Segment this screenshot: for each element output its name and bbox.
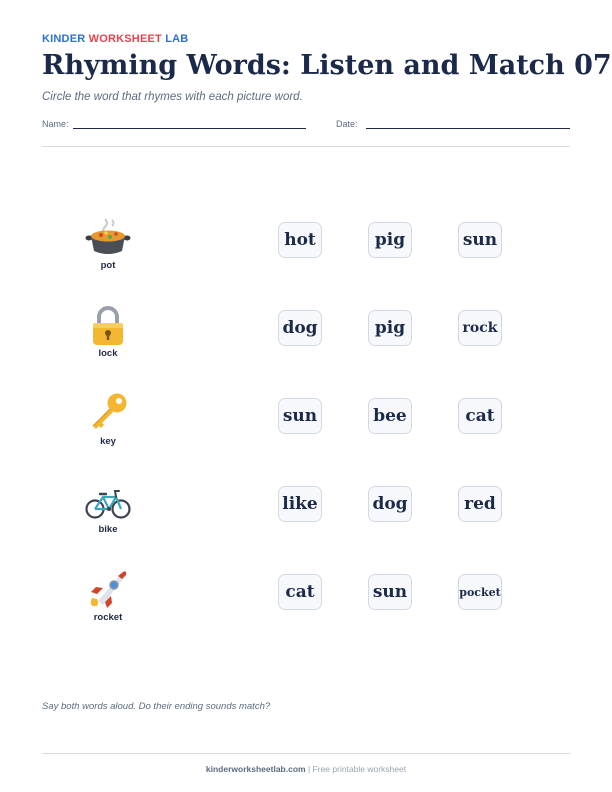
picture-word-label: lock <box>98 348 118 359</box>
page-title: Rhyming Words: Listen and Match 07 <box>42 50 612 81</box>
brand-worksheet: WORKSHEET <box>88 33 162 45</box>
date-label: Date: <box>336 119 358 129</box>
answer-option[interactable]: sun <box>458 222 502 258</box>
instructions: Circle the word that rhymes with each picture word. <box>42 91 303 103</box>
answer-option[interactable]: sun <box>368 574 412 610</box>
answer-option[interactable]: bee <box>368 398 412 434</box>
answer-option[interactable]: hot <box>278 222 322 258</box>
picture-word <box>78 568 138 623</box>
picture-word <box>78 216 138 271</box>
answer-option[interactable]: dog <box>278 310 322 346</box>
answer-option[interactable]: pig <box>368 222 412 258</box>
footnote: Say both words aloud. Do their ending sounds match? <box>42 701 271 712</box>
rhyme-row <box>0 392 612 462</box>
picture-word-label: key <box>100 436 116 447</box>
footer-tagline: Free printable worksheet <box>312 764 407 774</box>
picture-word <box>78 480 138 535</box>
picture-word-label: rocket <box>93 612 123 623</box>
footer-separator: | <box>307 764 311 774</box>
key-icon <box>85 392 131 434</box>
lock-icon <box>85 304 131 346</box>
rhyme-row <box>0 216 612 286</box>
bike-icon <box>85 480 131 522</box>
date-field[interactable] <box>366 128 570 129</box>
answer-option[interactable]: cat <box>458 398 502 434</box>
brand-lab: LAB <box>165 33 189 45</box>
answer-option[interactable]: sun <box>278 398 322 434</box>
footer-divider <box>42 753 570 754</box>
rhyme-row <box>0 304 612 374</box>
pot-icon <box>85 216 131 258</box>
picture-word <box>78 304 138 359</box>
footer-site: kinderworksheetlab.com <box>205 764 306 774</box>
rocket-icon <box>85 568 131 610</box>
answer-option[interactable]: pig <box>368 310 412 346</box>
header-divider <box>42 146 570 147</box>
answer-option[interactable]: red <box>458 486 502 522</box>
footer <box>0 764 612 774</box>
answer-option[interactable]: dog <box>368 486 412 522</box>
rhyme-row <box>0 480 612 550</box>
name-label: Name: <box>42 119 69 129</box>
name-field[interactable] <box>73 128 306 129</box>
brand-logo <box>42 33 188 45</box>
rhyme-row <box>0 568 612 638</box>
picture-word-label: pot <box>100 260 116 271</box>
answer-option[interactable]: like <box>278 486 322 522</box>
answer-option[interactable]: rock <box>458 310 502 346</box>
brand-kinder: KINDER <box>42 33 86 45</box>
answer-option[interactable]: cat <box>278 574 322 610</box>
answer-option[interactable]: pocket <box>458 574 502 610</box>
picture-word-label: bike <box>98 524 118 535</box>
picture-word <box>78 392 138 447</box>
